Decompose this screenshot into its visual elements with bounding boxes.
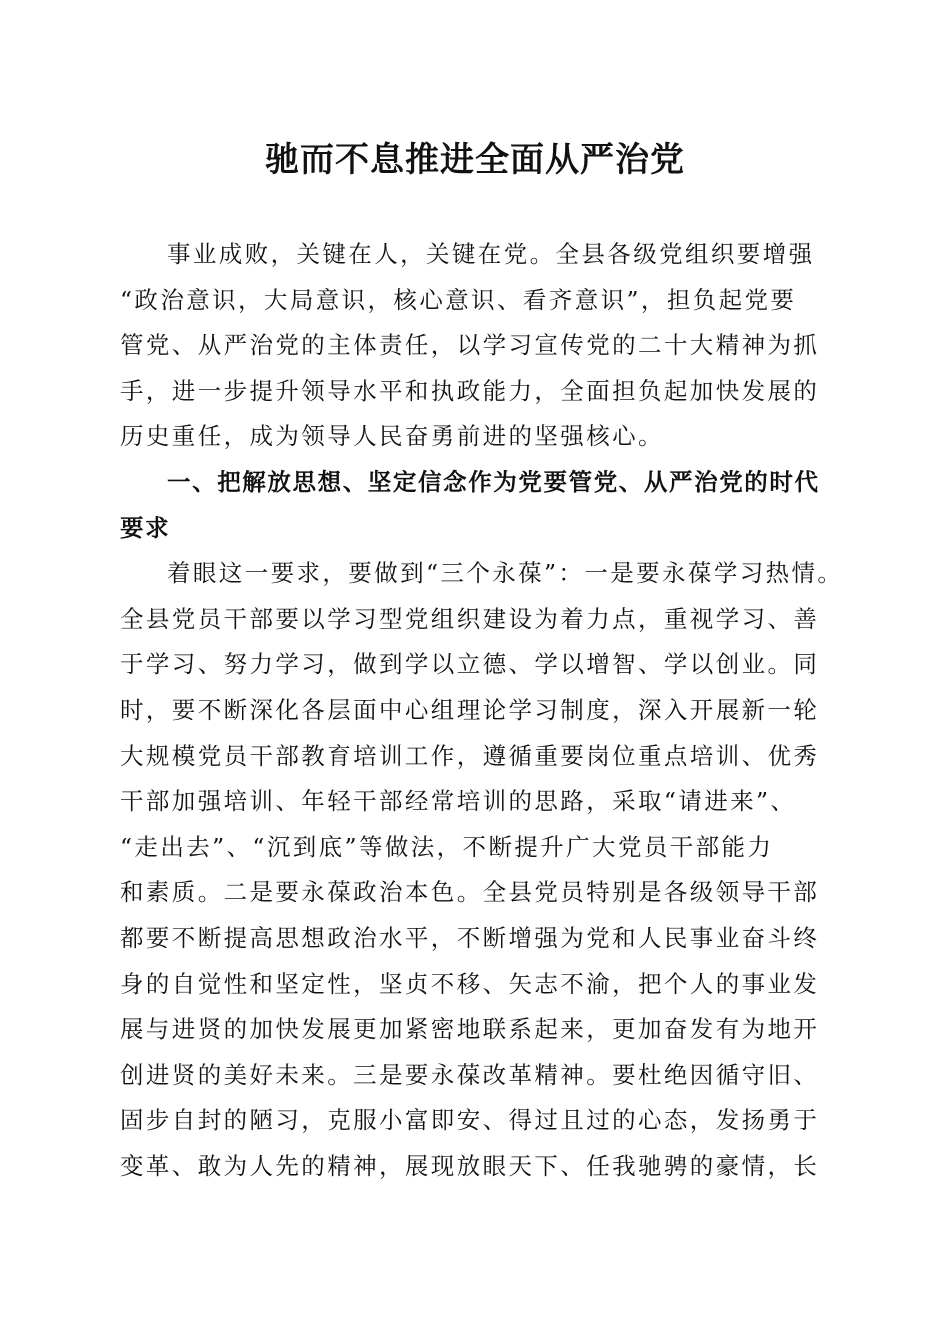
section-body-line: “走出去”、“沉到底”等做法，不断提升广大党员干部能力 xyxy=(120,832,774,861)
intro-line: 事业成败，关键在人，关键在党。全县各级党组织要增强 xyxy=(167,240,815,268)
section-body-line: 于学习、努力学习，做到学以立德、学以增智、学以创业。同 xyxy=(120,650,820,679)
intro-line: 手，进一步提升领导水平和执政能力，全面担负起加快发展的 xyxy=(120,376,820,405)
intro-paragraph xyxy=(120,232,832,460)
section-body-line: 时，要不断深化各层面中心组理论学习制度，深入开展新一轮 xyxy=(120,695,820,724)
section-body-paragraph xyxy=(120,551,844,1189)
section-body-line: 全县党员干部要以学习型党组织建设为着力点，重视学习、善 xyxy=(120,604,820,633)
intro-line: 历史重任，成为领导人民奋勇前进的坚强核心。 xyxy=(120,422,664,451)
section-heading-line: 一、把解放思想、坚定信念作为党要管党、从严治党的时代 xyxy=(167,467,820,496)
section-body-line: 大规模党员干部教育培训工作，遵循重要岗位重点培训、优秀 xyxy=(120,741,820,770)
document-title: 驰而不息推进全面从严治党 xyxy=(265,140,685,180)
intro-line: “政治意识，大局意识，核心意识、看齐意识”，担负起党要 xyxy=(120,285,797,314)
intro-line: 管党、从严治党的主体责任，以学习宣传党的二十大精神为抓 xyxy=(120,331,820,360)
section-body-line: 变革、敢为人先的精神，展现放眼天下、任我驰骋的豪情，长 xyxy=(120,1151,820,1180)
section-body-line: 创进贤的美好未来。三是要永葆改革精神。要杜绝因循守旧、 xyxy=(120,1060,820,1089)
section-body-line: 着眼这一要求，要做到“三个永葆”：一是要永葆学习热情。 xyxy=(167,559,844,588)
section-body-line: 固步自封的陋习，克服小富即安、得过且过的心态，发扬勇于 xyxy=(120,1106,820,1135)
document-body xyxy=(120,232,844,1189)
section-body-line: 身的自觉性和坚定性，坚贞不移、矢志不渝，把个人的事业发 xyxy=(120,969,820,998)
section-body-line: 展与进贤的加快发展更加紧密地联系起来，更加奋发有为地开 xyxy=(120,1015,820,1044)
section-heading-line: 要求 xyxy=(120,513,171,542)
section-body-line: 干部加强培训、年轻干部经常培训的思路，采取“请进来”、 xyxy=(120,787,797,816)
section-body-line: 和素质。二是要永葆政治本色。全县党员特别是各级领导干部 xyxy=(120,878,820,907)
section-heading xyxy=(120,460,832,551)
section-body-line: 都要不断提高思想政治水平，不断增强为党和人民事业奋斗终 xyxy=(120,923,820,952)
